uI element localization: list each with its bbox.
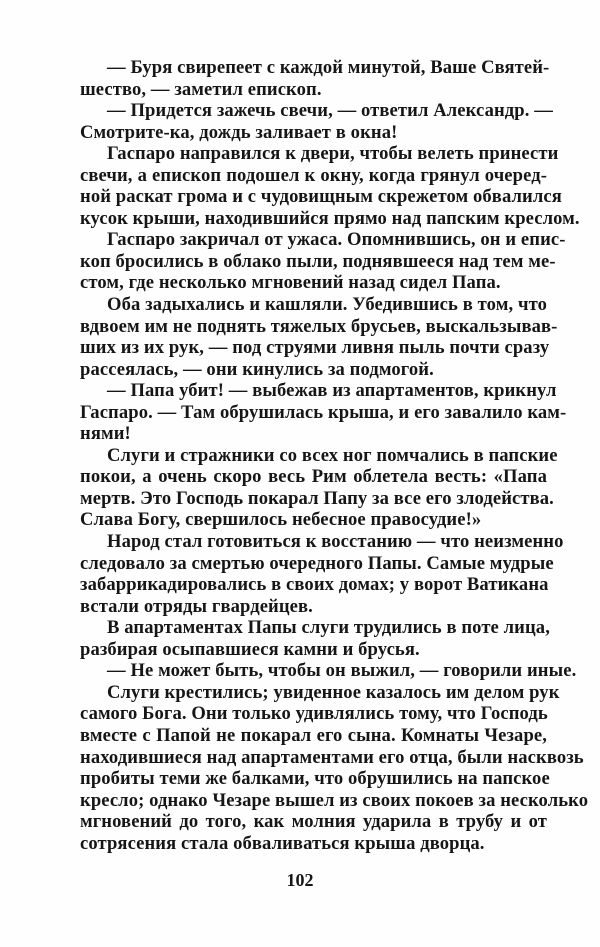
paragraph bbox=[53, 294, 558, 380]
text-line: — Не может быть, чтобы он выжил, — говорили иные. bbox=[107, 660, 577, 682]
text-line: свечи, а епископ подошел к окну, когда грянул очеред- bbox=[80, 164, 547, 186]
paragraph bbox=[53, 229, 566, 294]
text-line: Слава Богу, свершилось небесное правосудие!» bbox=[80, 509, 482, 531]
text-line: Слуги и стражники со всех ног помчались в папские bbox=[107, 444, 558, 466]
text-line: Слуги крестились; увиденное казалось им делом рук bbox=[107, 681, 560, 703]
text-line: сотрясения стала обваливаться крыша дворца. bbox=[80, 832, 485, 854]
text-line: пробиты теми же балками, что обрушились на папское bbox=[80, 768, 550, 790]
paragraph bbox=[53, 57, 550, 100]
text-line: стом, где несколько мгновений назад сидел Папа. bbox=[80, 272, 501, 294]
text-line: нями! bbox=[80, 423, 131, 445]
text-line: покои, а очень скоро весь Рим облетела весть: «Папа bbox=[80, 466, 547, 488]
text-line: находившиеся над апартаментами его отца, были насквозь bbox=[80, 746, 584, 768]
text-line: рассеялась, — они кинулись за подмогой. bbox=[80, 358, 434, 380]
paragraph bbox=[53, 617, 550, 660]
paragraph bbox=[53, 100, 553, 143]
text-line: следовало за смертью очередного Папы. Самые мудрые bbox=[80, 552, 554, 574]
paragraph bbox=[53, 380, 567, 445]
paragraph bbox=[53, 681, 589, 854]
paragraph bbox=[53, 531, 564, 617]
text-line: встали отряды гвардейцев. bbox=[80, 595, 313, 617]
text-line: ших из их рук, — под струями ливня пыль почти сразу bbox=[80, 337, 550, 359]
text-line: Гаспаро направился к двери, чтобы велеть принести bbox=[107, 143, 559, 165]
text-line: Оба задыхались и кашляли. Убедившись в том, что bbox=[107, 294, 547, 316]
paragraph bbox=[53, 143, 580, 229]
text-line: кресло; однако Чезаре вышел из своих покоев за несколько bbox=[80, 789, 589, 811]
text-line: шество, — заметил епископ. bbox=[80, 78, 322, 100]
text-line: вдвоем им не поднять тяжелых брусьев, выскальзывав- bbox=[80, 315, 558, 337]
text-line: Гаспаро закричал от ужаса. Опомнившись, он и епис- bbox=[107, 229, 566, 251]
paragraph bbox=[53, 444, 558, 531]
text-line: мгновений до того, как молния ударила в трубу и от bbox=[80, 811, 547, 833]
text-line: кусок крыши, находившийся прямо над папским креслом. bbox=[80, 207, 580, 229]
text-line: забаррикадировались в своих домах; у ворот Ватикана bbox=[80, 574, 549, 596]
text-line: мертв. Это Господь покарал Папу за все его злодейства. bbox=[80, 487, 554, 509]
page-body-text bbox=[53, 57, 589, 854]
text-line: — Придется зажечь свечи, — ответил Александр. — bbox=[107, 100, 553, 122]
text-line: коп бросились в облако пыли, поднявшееся над тем ме- bbox=[80, 250, 556, 272]
text-line: вместе с Папой не покарал его сына. Комнаты Чезаре, bbox=[80, 724, 547, 746]
text-line: Гаспаро. — Там обрушилась крыша, и его завалило кам- bbox=[80, 401, 567, 423]
text-line: Народ стал готовиться к восстанию — что неизменно bbox=[107, 531, 564, 553]
text-line: ной раскат грома и с чудовищным скрежетом обвалился bbox=[80, 186, 562, 208]
text-line: самого Бога. Они только удивлялись тому, что Господь bbox=[80, 703, 548, 725]
page-number: 102 bbox=[286, 870, 314, 890]
text-line: Смотрите-ка, дождь заливает в окна! bbox=[80, 121, 398, 143]
text-line: В апартаментах Папы слуги трудились в поте лица, bbox=[107, 617, 550, 639]
text-line: — Папа убит! — выбежав из апартаментов, крикнул bbox=[107, 380, 557, 402]
text-line: разбирая осыпавшиеся камни и брусья. bbox=[80, 638, 420, 660]
paragraph bbox=[53, 660, 577, 682]
text-line: — Буря свирепеет с каждой минутой, Ваше Святей- bbox=[107, 57, 550, 78]
